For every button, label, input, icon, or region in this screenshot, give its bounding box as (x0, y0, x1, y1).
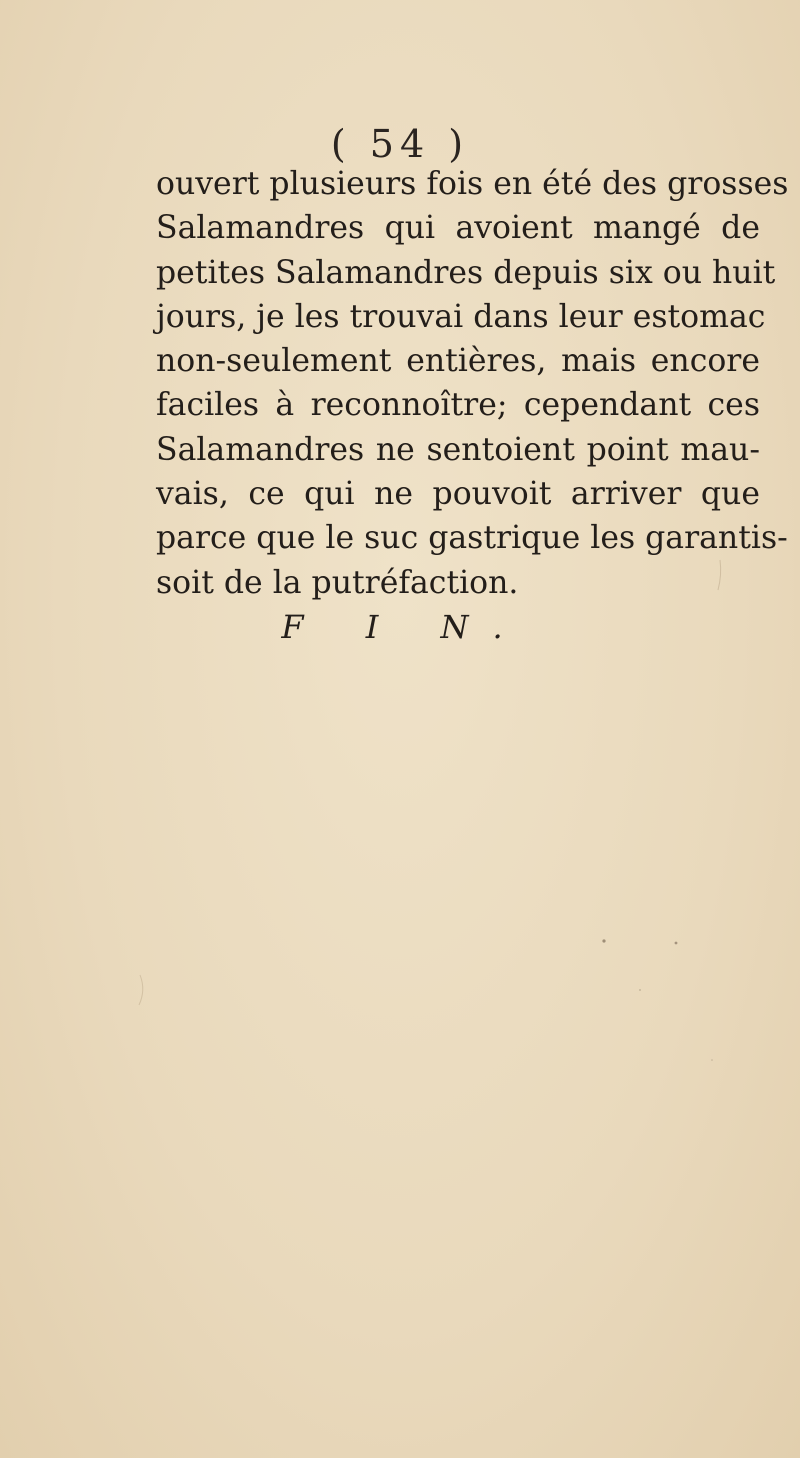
body-paragraph (156, 162, 789, 605)
text-line: jours, je les trouvai dans leur estomac (156, 298, 766, 335)
text-line: petites Salamandres depuis six ou huit (156, 254, 776, 291)
text-line: soit de la putréfaction. (156, 564, 519, 601)
text-line: ouvert plusieurs fois en été des grosses (156, 166, 789, 202)
text-line: parce que le suc gastrique les garantis- (156, 520, 788, 557)
text-line: non-seulement entières, mais encore (156, 343, 760, 380)
text-line: vais, ce qui ne pouvoit arriver que (156, 476, 760, 513)
text-line: faciles à reconnoître; cependant ces (156, 387, 760, 424)
text-line: Salamandres qui avoient mangé de (156, 210, 760, 247)
page-number: ( 54 ) (330, 122, 470, 166)
text-line: Salamandres ne sentoient point mau- (156, 431, 760, 468)
closing-fin: F I N. (281, 608, 529, 646)
